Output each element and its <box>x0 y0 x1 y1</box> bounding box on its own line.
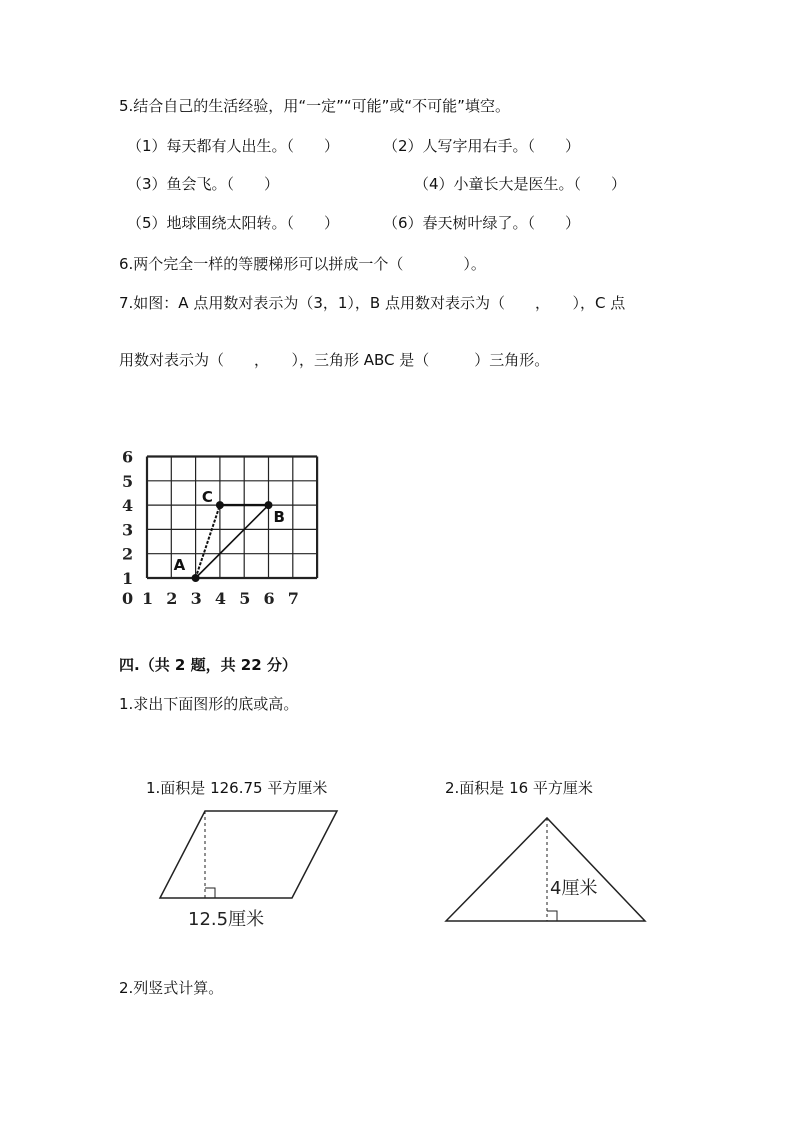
triangle-shape <box>446 818 645 921</box>
point-label-C: C <box>201 488 213 507</box>
triangle-height-label: 4厘米 <box>550 878 598 899</box>
q5-item-3: （3）鱼会飞。（ ） <box>127 175 280 193</box>
segment-AC <box>196 505 220 578</box>
x-tick-label: 7 <box>287 589 299 608</box>
q5-item-6: （6）春天树叶绿了。（ ） <box>383 214 581 232</box>
y-tick-label: 4 <box>122 496 134 516</box>
x-tick-label: 0 <box>122 589 134 608</box>
x-tick-label: 3 <box>190 589 202 608</box>
coordinate-grid-figure <box>110 420 350 615</box>
parallelogram-shape <box>160 811 337 898</box>
x-tick-label: 1 <box>142 589 154 608</box>
parallelogram-caption: 1.面积是 126.75 平方厘米 <box>146 779 328 797</box>
q5-item-1: （1）每天都有人出生。（ ） <box>127 137 340 155</box>
parallelogram-base-label: 12.5厘米 <box>188 909 265 930</box>
point-label-B: B <box>273 508 285 527</box>
triangle-caption: 2.面积是 16 平方厘米 <box>445 779 593 797</box>
question-7-line-2: 用数对表示为（ ， ），三角形 ABC 是（ ）三角形。 <box>119 351 550 369</box>
question-7-line-1: 7.如图：A 点用数对表示为（3，1），B 点用数对表示为（ ， ），C 点 <box>119 294 626 312</box>
x-tick-label: 2 <box>166 589 178 608</box>
x-tick-label: 6 <box>263 589 275 608</box>
segment-AB <box>196 505 269 578</box>
point-B <box>265 501 273 509</box>
section-4-problem-1: 1.求出下面图形的底或高。 <box>119 695 299 713</box>
q5-item-2: （2）人写字用右手。（ ） <box>383 137 581 155</box>
section-4-title: 四.（共 2 题，共 22 分） <box>119 656 297 674</box>
parallelogram-figure <box>150 805 350 935</box>
q5-item-5: （5）地球围绕太阳转。（ ） <box>127 214 340 232</box>
point-C <box>216 501 224 509</box>
x-tick-label: 4 <box>214 589 227 608</box>
x-tick-label: 5 <box>239 589 251 608</box>
y-tick-label: 3 <box>122 520 134 540</box>
y-tick-label: 1 <box>122 569 134 588</box>
section-4-problem-2: 2.列竖式计算。 <box>119 979 224 997</box>
y-tick-label: 6 <box>122 447 134 467</box>
right-angle-mark <box>205 888 215 898</box>
question-6: 6.两个完全一样的等腰梯形可以拼成一个（ ）。 <box>119 255 486 273</box>
q5-item-4: （4）小童长大是医生。（ ） <box>414 175 627 193</box>
point-label-A: A <box>173 556 186 574</box>
point-A <box>192 574 200 582</box>
right-angle-mark <box>547 911 557 921</box>
triangle-figure <box>440 810 650 935</box>
y-tick-label: 5 <box>122 471 134 491</box>
question-5-title: 5.结合自己的生活经验，用“一定”“可能”或“不可能”填空。 <box>119 97 510 115</box>
y-tick-label: 2 <box>122 544 134 564</box>
